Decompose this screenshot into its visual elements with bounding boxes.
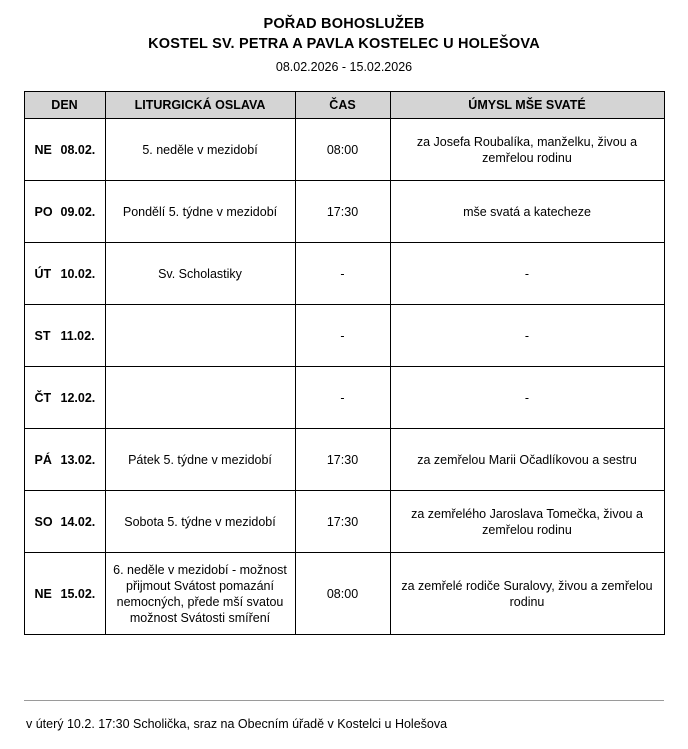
cell-liturgy: Sobota 5. týdne v mezidobí <box>105 491 295 553</box>
cell-day <box>24 181 105 243</box>
day-date: 10.02. <box>60 266 96 281</box>
table-row <box>24 119 664 181</box>
day-date: 11.02. <box>60 328 95 343</box>
day-date: 12.02. <box>60 390 96 405</box>
table-row <box>24 429 664 491</box>
cell-liturgy: Pondělí 5. týdne v mezidobí <box>105 181 295 243</box>
column-header-intention: ÚMYSL MŠE SVATÉ <box>390 92 664 119</box>
day-date: 09.02. <box>60 204 96 219</box>
day-date: 08.02. <box>60 142 96 157</box>
table-row <box>24 305 664 367</box>
cell-intention: mše svatá a katecheze <box>390 181 664 243</box>
cell-day <box>24 243 105 305</box>
day-of-week: PO <box>34 204 53 219</box>
footer-divider <box>24 700 664 733</box>
date-range: 08.02.2026 - 15.02.2026 <box>275 60 413 74</box>
day-of-week: ST <box>34 328 51 343</box>
table-body <box>24 119 664 635</box>
cell-time: - <box>295 243 390 305</box>
schedule-table <box>24 91 665 635</box>
table-row <box>24 367 664 429</box>
table-row <box>24 491 664 553</box>
cell-liturgy <box>105 305 295 367</box>
day-date: 13.02. <box>60 452 96 467</box>
day-of-week: NE <box>34 586 52 601</box>
cell-intention: - <box>390 367 664 429</box>
cell-intention: za zemřelého Jaroslava Tomečka, živou a zemřelou rodinu <box>390 491 664 553</box>
cell-intention: za zemřelé rodiče Suralovy, živou a zemřelou rodinu <box>390 553 664 635</box>
cell-time: 08:00 <box>295 119 390 181</box>
table-row <box>24 553 664 635</box>
day-date: 15.02. <box>60 586 96 601</box>
day-of-week: ÚT <box>34 266 52 281</box>
document-header <box>0 0 688 77</box>
cell-time: 17:30 <box>295 491 390 553</box>
day-of-week: NE <box>34 142 52 157</box>
cell-day <box>24 491 105 553</box>
day-of-week: ČT <box>34 390 52 405</box>
table-row <box>24 243 664 305</box>
cell-liturgy <box>105 367 295 429</box>
cell-day <box>24 119 105 181</box>
cell-day <box>24 367 105 429</box>
cell-liturgy: 5. neděle v mezidobí <box>105 119 295 181</box>
cell-time: 17:30 <box>295 181 390 243</box>
column-header-liturgy: LITURGICKÁ OSLAVA <box>105 92 295 119</box>
day-of-week: PÁ <box>34 452 52 467</box>
day-of-week: SO <box>34 514 53 529</box>
column-header-time: ČAS <box>295 92 390 119</box>
cell-time: 08:00 <box>295 553 390 635</box>
cell-time: - <box>295 305 390 367</box>
cell-time: 17:30 <box>295 429 390 491</box>
cell-day <box>24 429 105 491</box>
table-row <box>24 181 664 243</box>
cell-liturgy: Pátek 5. týdne v mezidobí <box>105 429 295 491</box>
table-header <box>24 92 664 119</box>
footer-note: v úterý 10.2. 17:30 Scholička, sraz na Obecním úřadě v Kostelci u Holešova <box>26 717 448 731</box>
parish-subtitle: KOSTEL SV. PETRA A PAVLA KOSTELEC U HOLEŠOVA <box>148 36 540 52</box>
cell-liturgy: 6. neděle v mezidobí - možnost přijmout Svátost pomazání nemocných, přede mší svatou možnost Svátosti smíření <box>105 553 295 635</box>
cell-intention: za zemřelou Marii Očadlíkovou a sestru <box>390 429 664 491</box>
cell-liturgy: Sv. Scholastiky <box>105 243 295 305</box>
table-header-row <box>24 92 664 119</box>
cell-intention: za Josefa Roubalíka, manželku, živou a zemřelou rodinu <box>390 119 664 181</box>
cell-intention: - <box>390 305 664 367</box>
cell-intention: - <box>390 243 664 305</box>
cell-day <box>24 305 105 367</box>
cell-time: - <box>295 367 390 429</box>
page-title: POŘAD BOHOSLUŽEB <box>263 16 425 32</box>
day-date: 14.02. <box>60 514 96 529</box>
cell-day <box>24 553 105 635</box>
column-header-day: DEN <box>24 92 105 119</box>
